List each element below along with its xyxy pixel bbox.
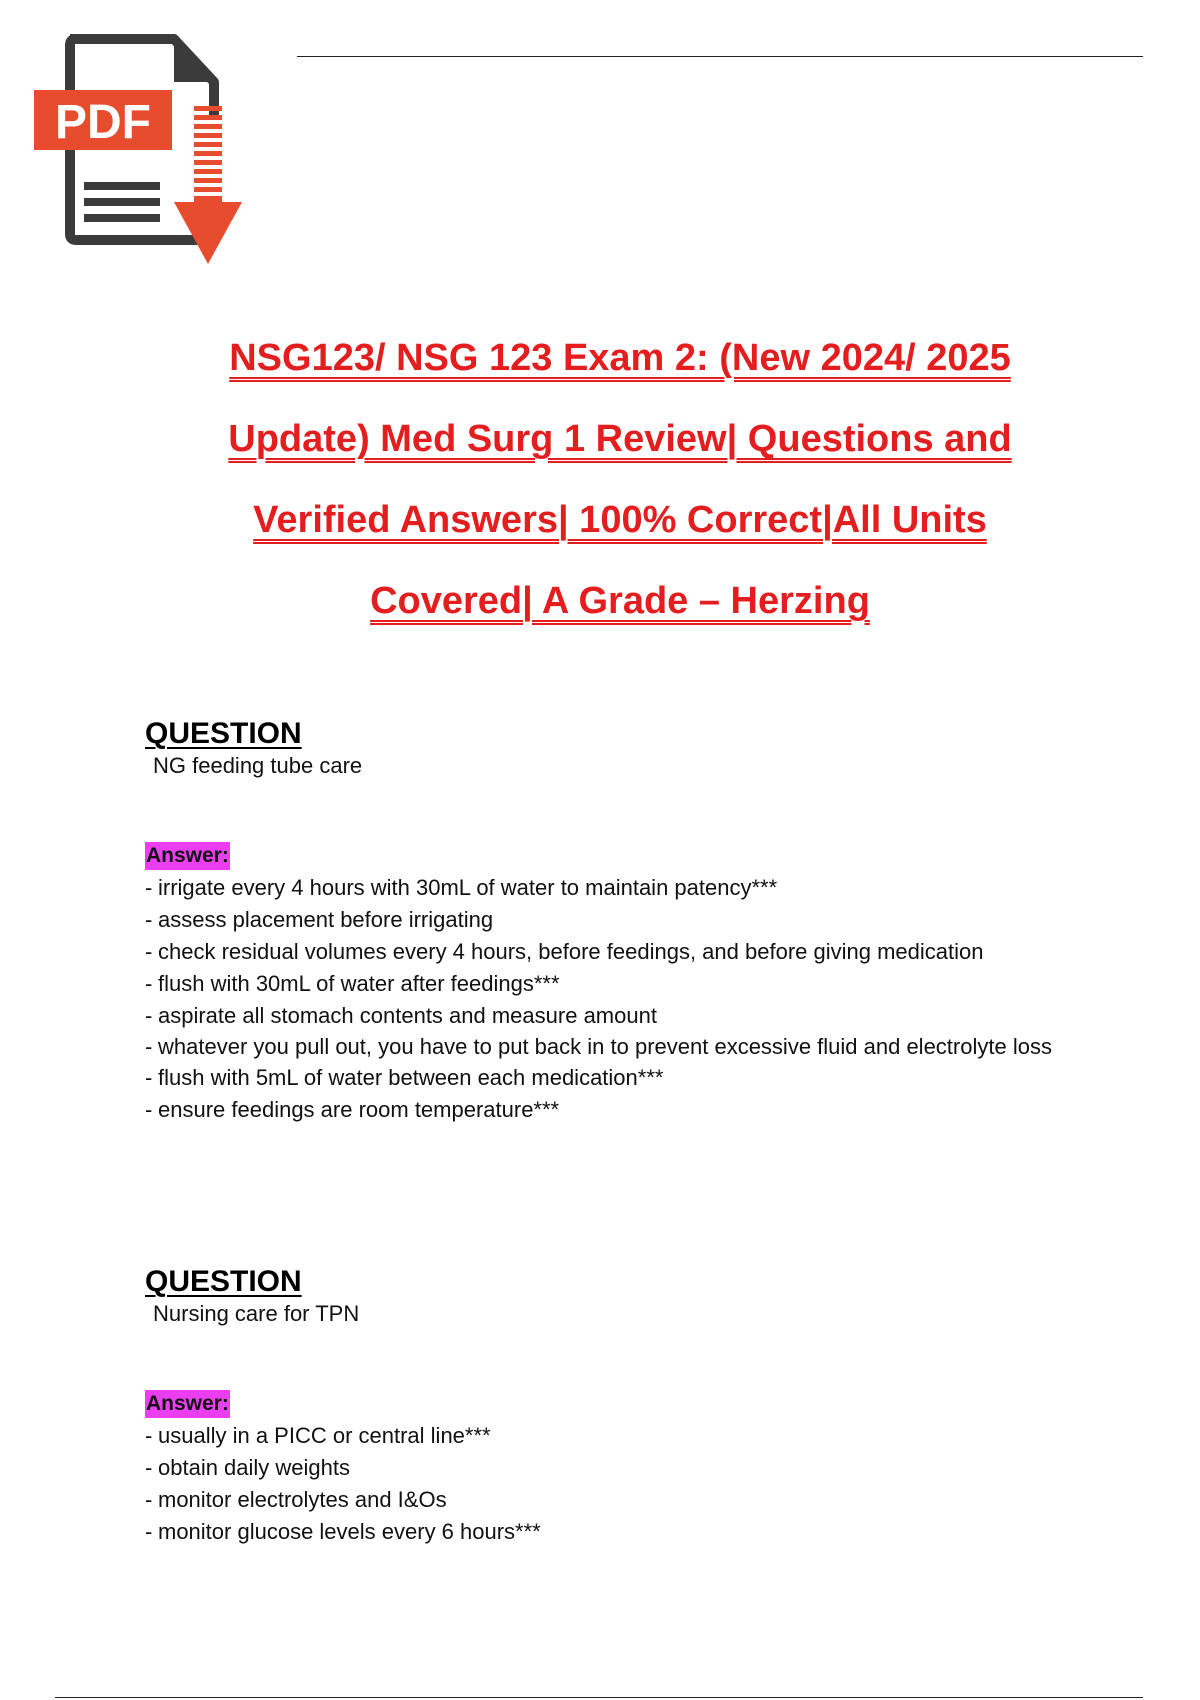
answer-item: - aspirate all stomach contents and measure amount (145, 1000, 1145, 1032)
title-line: Verified Answers| 100% Correct|All Units (253, 499, 987, 541)
answer-list (145, 1420, 1145, 1548)
answer-item: - ensure feedings are room temperature*** (145, 1094, 1145, 1126)
answer-item: - assess placement before irrigating (145, 904, 1145, 936)
title-line: Covered| A Grade – Herzing (370, 580, 870, 622)
answer-item: - obtain daily weights (145, 1452, 1145, 1484)
answer-list (145, 872, 1145, 1126)
pdf-logo-text: PDF (55, 96, 151, 149)
pdf-download-icon (34, 34, 264, 270)
answer-item: - usually in a PICC or central line*** (145, 1420, 1145, 1452)
answer-item: - whatever you pull out, you have to put back in to prevent excessive fluid and electrolyte loss (145, 1032, 1108, 1062)
answer-item: - monitor electrolytes and I&Os (145, 1484, 1145, 1516)
question-heading: QUESTION (145, 717, 302, 750)
answer-item: - flush with 30mL of water after feedings*** (145, 968, 1145, 1000)
title-line: NSG123/ NSG 123 Exam 2: (New 2024/ 2025 (229, 337, 1011, 379)
question-text: NG feeding tube care (153, 753, 363, 778)
answer-item: - flush with 5mL of water between each medication*** (145, 1062, 1145, 1094)
question-block (145, 718, 1145, 1126)
answer-label: Answer: (145, 1390, 230, 1418)
answer-item: - monitor glucose levels every 6 hours*** (145, 1516, 1145, 1548)
question-heading: QUESTION (145, 1265, 302, 1298)
header-rule (297, 56, 1143, 57)
answer-item: - check residual volumes every 4 hours, before feedings, and before giving medication (145, 936, 1145, 968)
document-title (150, 318, 1090, 642)
question-block (145, 1266, 1145, 1548)
question-text: Nursing care for TPN (153, 1301, 360, 1326)
footer-rule (55, 1697, 1143, 1698)
answer-label: Answer: (145, 842, 230, 870)
title-line: Update) Med Surg 1 Review| Questions and (228, 418, 1012, 460)
answer-item: - irrigate every 4 hours with 30mL of water to maintain patency*** (145, 872, 1145, 904)
